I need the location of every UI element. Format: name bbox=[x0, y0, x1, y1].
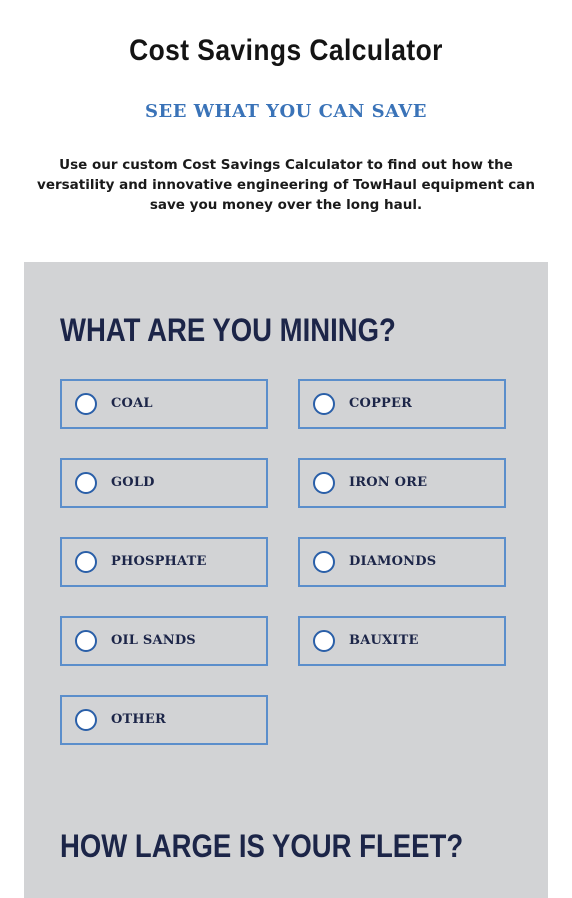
option-label: BAUXITE bbox=[349, 633, 419, 648]
radio-unchecked-icon[interactable] bbox=[313, 472, 335, 494]
page-subtitle: SEE WHAT YOU CAN SAVE bbox=[145, 101, 427, 122]
option-oil-sands[interactable] bbox=[60, 616, 268, 666]
option-other[interactable] bbox=[60, 695, 268, 745]
option-label: IRON ORE bbox=[349, 475, 428, 490]
option-iron-ore[interactable] bbox=[298, 458, 506, 508]
option-label: COPPER bbox=[349, 396, 413, 411]
radio-unchecked-icon[interactable] bbox=[313, 630, 335, 652]
option-label: COAL bbox=[111, 396, 153, 411]
page-title: Cost Savings Calculator bbox=[129, 34, 443, 67]
radio-unchecked-icon[interactable] bbox=[313, 393, 335, 415]
radio-unchecked-icon[interactable] bbox=[75, 472, 97, 494]
option-gold[interactable] bbox=[60, 458, 268, 508]
option-phosphate[interactable] bbox=[60, 537, 268, 587]
mining-question-heading: WHAT ARE YOU MINING? bbox=[60, 312, 396, 348]
radio-unchecked-icon[interactable] bbox=[75, 393, 97, 415]
option-coal[interactable] bbox=[60, 379, 268, 429]
calculator-panel bbox=[24, 262, 548, 898]
option-label: DIAMONDS bbox=[349, 554, 437, 569]
option-copper[interactable] bbox=[298, 379, 506, 429]
radio-unchecked-icon[interactable] bbox=[75, 630, 97, 652]
option-label: OTHER bbox=[111, 712, 166, 727]
option-label: OIL SANDS bbox=[111, 633, 196, 648]
radio-unchecked-icon[interactable] bbox=[313, 551, 335, 573]
fleet-question-heading: HOW LARGE IS YOUR FLEET? bbox=[60, 828, 464, 864]
option-diamonds[interactable] bbox=[298, 537, 506, 587]
radio-unchecked-icon[interactable] bbox=[75, 709, 97, 731]
radio-unchecked-icon[interactable] bbox=[75, 551, 97, 573]
intro-text: Use our custom Cost Savings Calculator to find out how the versatility and innovative engineering of TowHaul equipment can save you money over the long haul. bbox=[37, 157, 535, 213]
option-label: GOLD bbox=[111, 475, 155, 490]
option-bauxite[interactable] bbox=[298, 616, 506, 666]
option-label: PHOSPHATE bbox=[111, 554, 207, 569]
